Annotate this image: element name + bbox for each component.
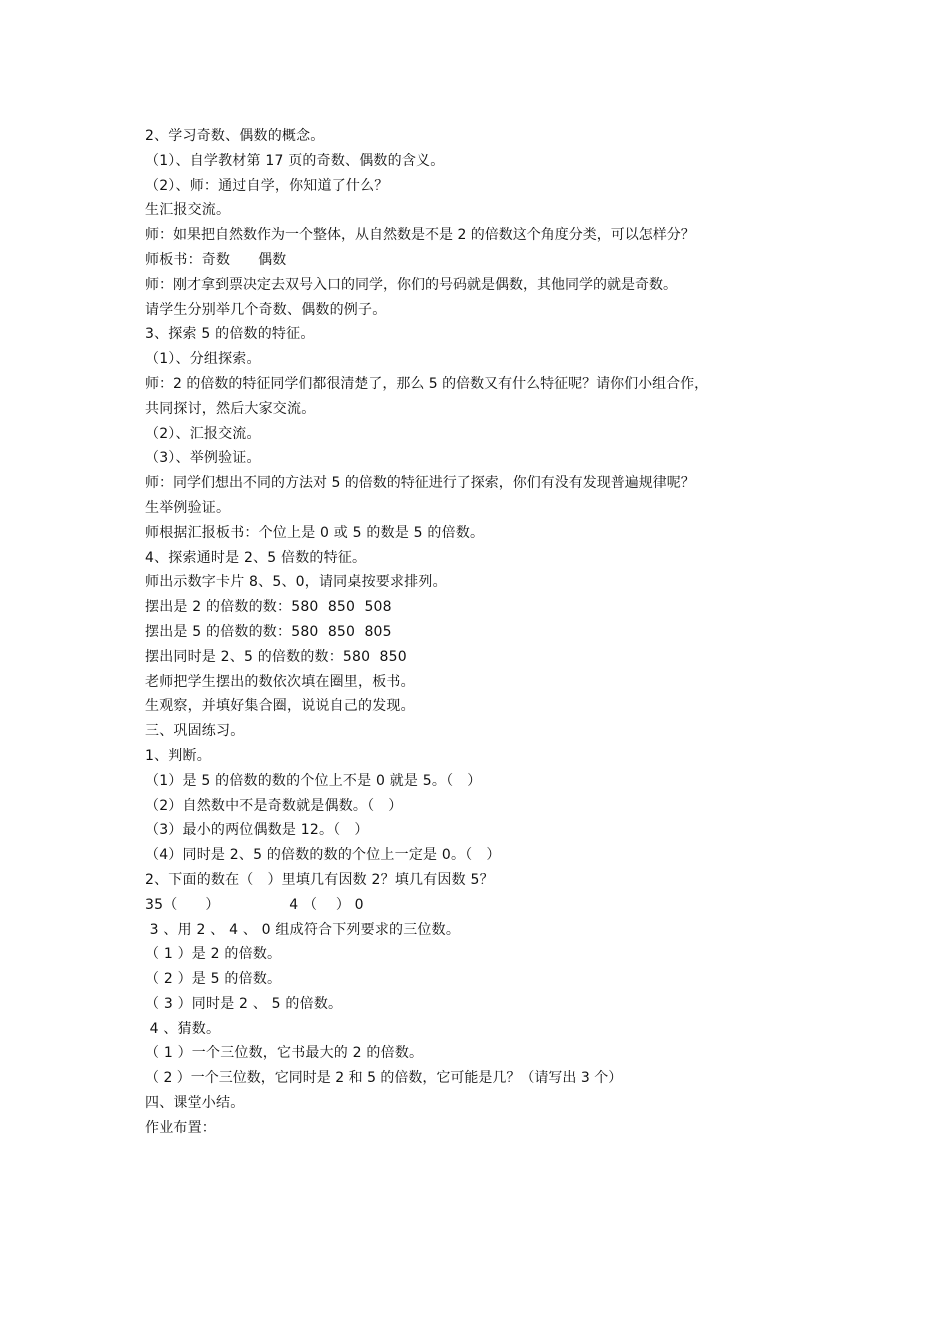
text-line: 师出示数字卡片 8、5、0，请同桌按要求排列。 — [145, 574, 447, 591]
text-line: （2）、师：通过自学，你知道了什么？ — [145, 177, 389, 194]
text-line: 师：如果把自然数作为一个整体，从自然数是不是 2 的倍数这个角度分类，可以怎样分？ — [145, 227, 695, 244]
text-line: 4 、猜数。 — [145, 1020, 221, 1037]
text-line: 生汇报交流。 — [145, 202, 231, 219]
text-line: 老师把学生摆出的数依次填在圈里，板书。 — [145, 673, 415, 690]
text-line: 1、判断。 — [145, 747, 211, 764]
text-line: 3、探索 5 的倍数的特征。 — [145, 326, 315, 343]
text-line: （ 2 ）一个三位数，它同时是 2 和 5 的倍数，它可能是几？（请写出 3 个） — [145, 1070, 623, 1087]
text-line: （2）、汇报交流。 — [145, 425, 261, 442]
text-line: 师：刚才拿到票决定去双号入口的同学，你们的号码就是偶数，其他同学的就是奇数。 — [145, 276, 677, 293]
text-line: （ 1 ）一个三位数，它书最大的 2 的倍数。 — [145, 1045, 424, 1062]
text-line: 4、探索通时是 2、5 倍数的特征。 — [145, 549, 367, 566]
text-line: 生举例验证。 — [145, 499, 231, 516]
text-line: （4）同时是 2、5 的倍数的数的个位上一定是 0。（ ） — [145, 847, 501, 864]
text-line: 师：2 的倍数的特征同学们都很清楚了，那么 5 的倍数又有什么特征呢？请你们小组合作， — [145, 375, 709, 392]
section-heading: 三、巩固练习。 — [145, 723, 245, 740]
text-line: 2、学习奇数、偶数的概念。 — [145, 128, 325, 144]
text-line: 作业布置： — [145, 1119, 216, 1136]
text-line: 师板书：奇数 偶数 — [145, 251, 287, 268]
text-line: 2、下面的数在（ ）里填几有因数 2？填几有因数 5？ — [145, 871, 494, 888]
text-line: 请学生分别举几个奇数、偶数的例子。 — [145, 301, 387, 318]
text-line: 师根据汇报板书：个位上是 0 或 5 的数是 5 的倍数。 — [145, 524, 485, 541]
text-line: （3）最小的两位偶数是 12。（ ） — [145, 822, 369, 839]
text-line: （ 2 ）是 5 的倍数。 — [145, 971, 282, 988]
text-line: 摆出同时是 2、5 的倍数的数：580 850 — [145, 648, 407, 665]
text-line: （1）、分组探索。 — [145, 351, 261, 368]
text-line: 摆出是 5 的倍数的数：580 850 805 — [145, 623, 392, 640]
text-line: 师：同学们想出不同的方法对 5 的倍数的特征进行了探索，你们有没有发现普遍规律呢？ — [145, 475, 695, 492]
text-line: （ 3 ）同时是 2 、 5 的倍数。 — [145, 995, 343, 1012]
text-line: （2）自然数中不是奇数就是偶数。（ ） — [145, 797, 403, 814]
text-line: 共同探讨，然后大家交流。 — [145, 400, 316, 417]
text-line: （ 1 ）是 2 的倍数。 — [145, 946, 282, 963]
text-line: （3）、举例验证。 — [145, 450, 261, 467]
section-heading: 四、课堂小结。 — [145, 1095, 245, 1112]
text-line: 35（ ） 4 （ ） 0 — [145, 896, 364, 913]
text-line: （1）是 5 的倍数的数的个位上不是 0 就是 5。（ ） — [145, 772, 482, 789]
text-line: （1）、自学教材第 17 页的奇数、偶数的含义。 — [145, 152, 445, 169]
text-line: 摆出是 2 的倍数的数：580 850 508 — [145, 599, 392, 616]
document-body — [145, 124, 845, 1141]
text-line: 3 、用 2 、 4 、 0 组成符合下列要求的三位数。 — [145, 921, 461, 938]
text-line: 生观察，并填好集合圈，说说自己的发现。 — [145, 698, 415, 715]
